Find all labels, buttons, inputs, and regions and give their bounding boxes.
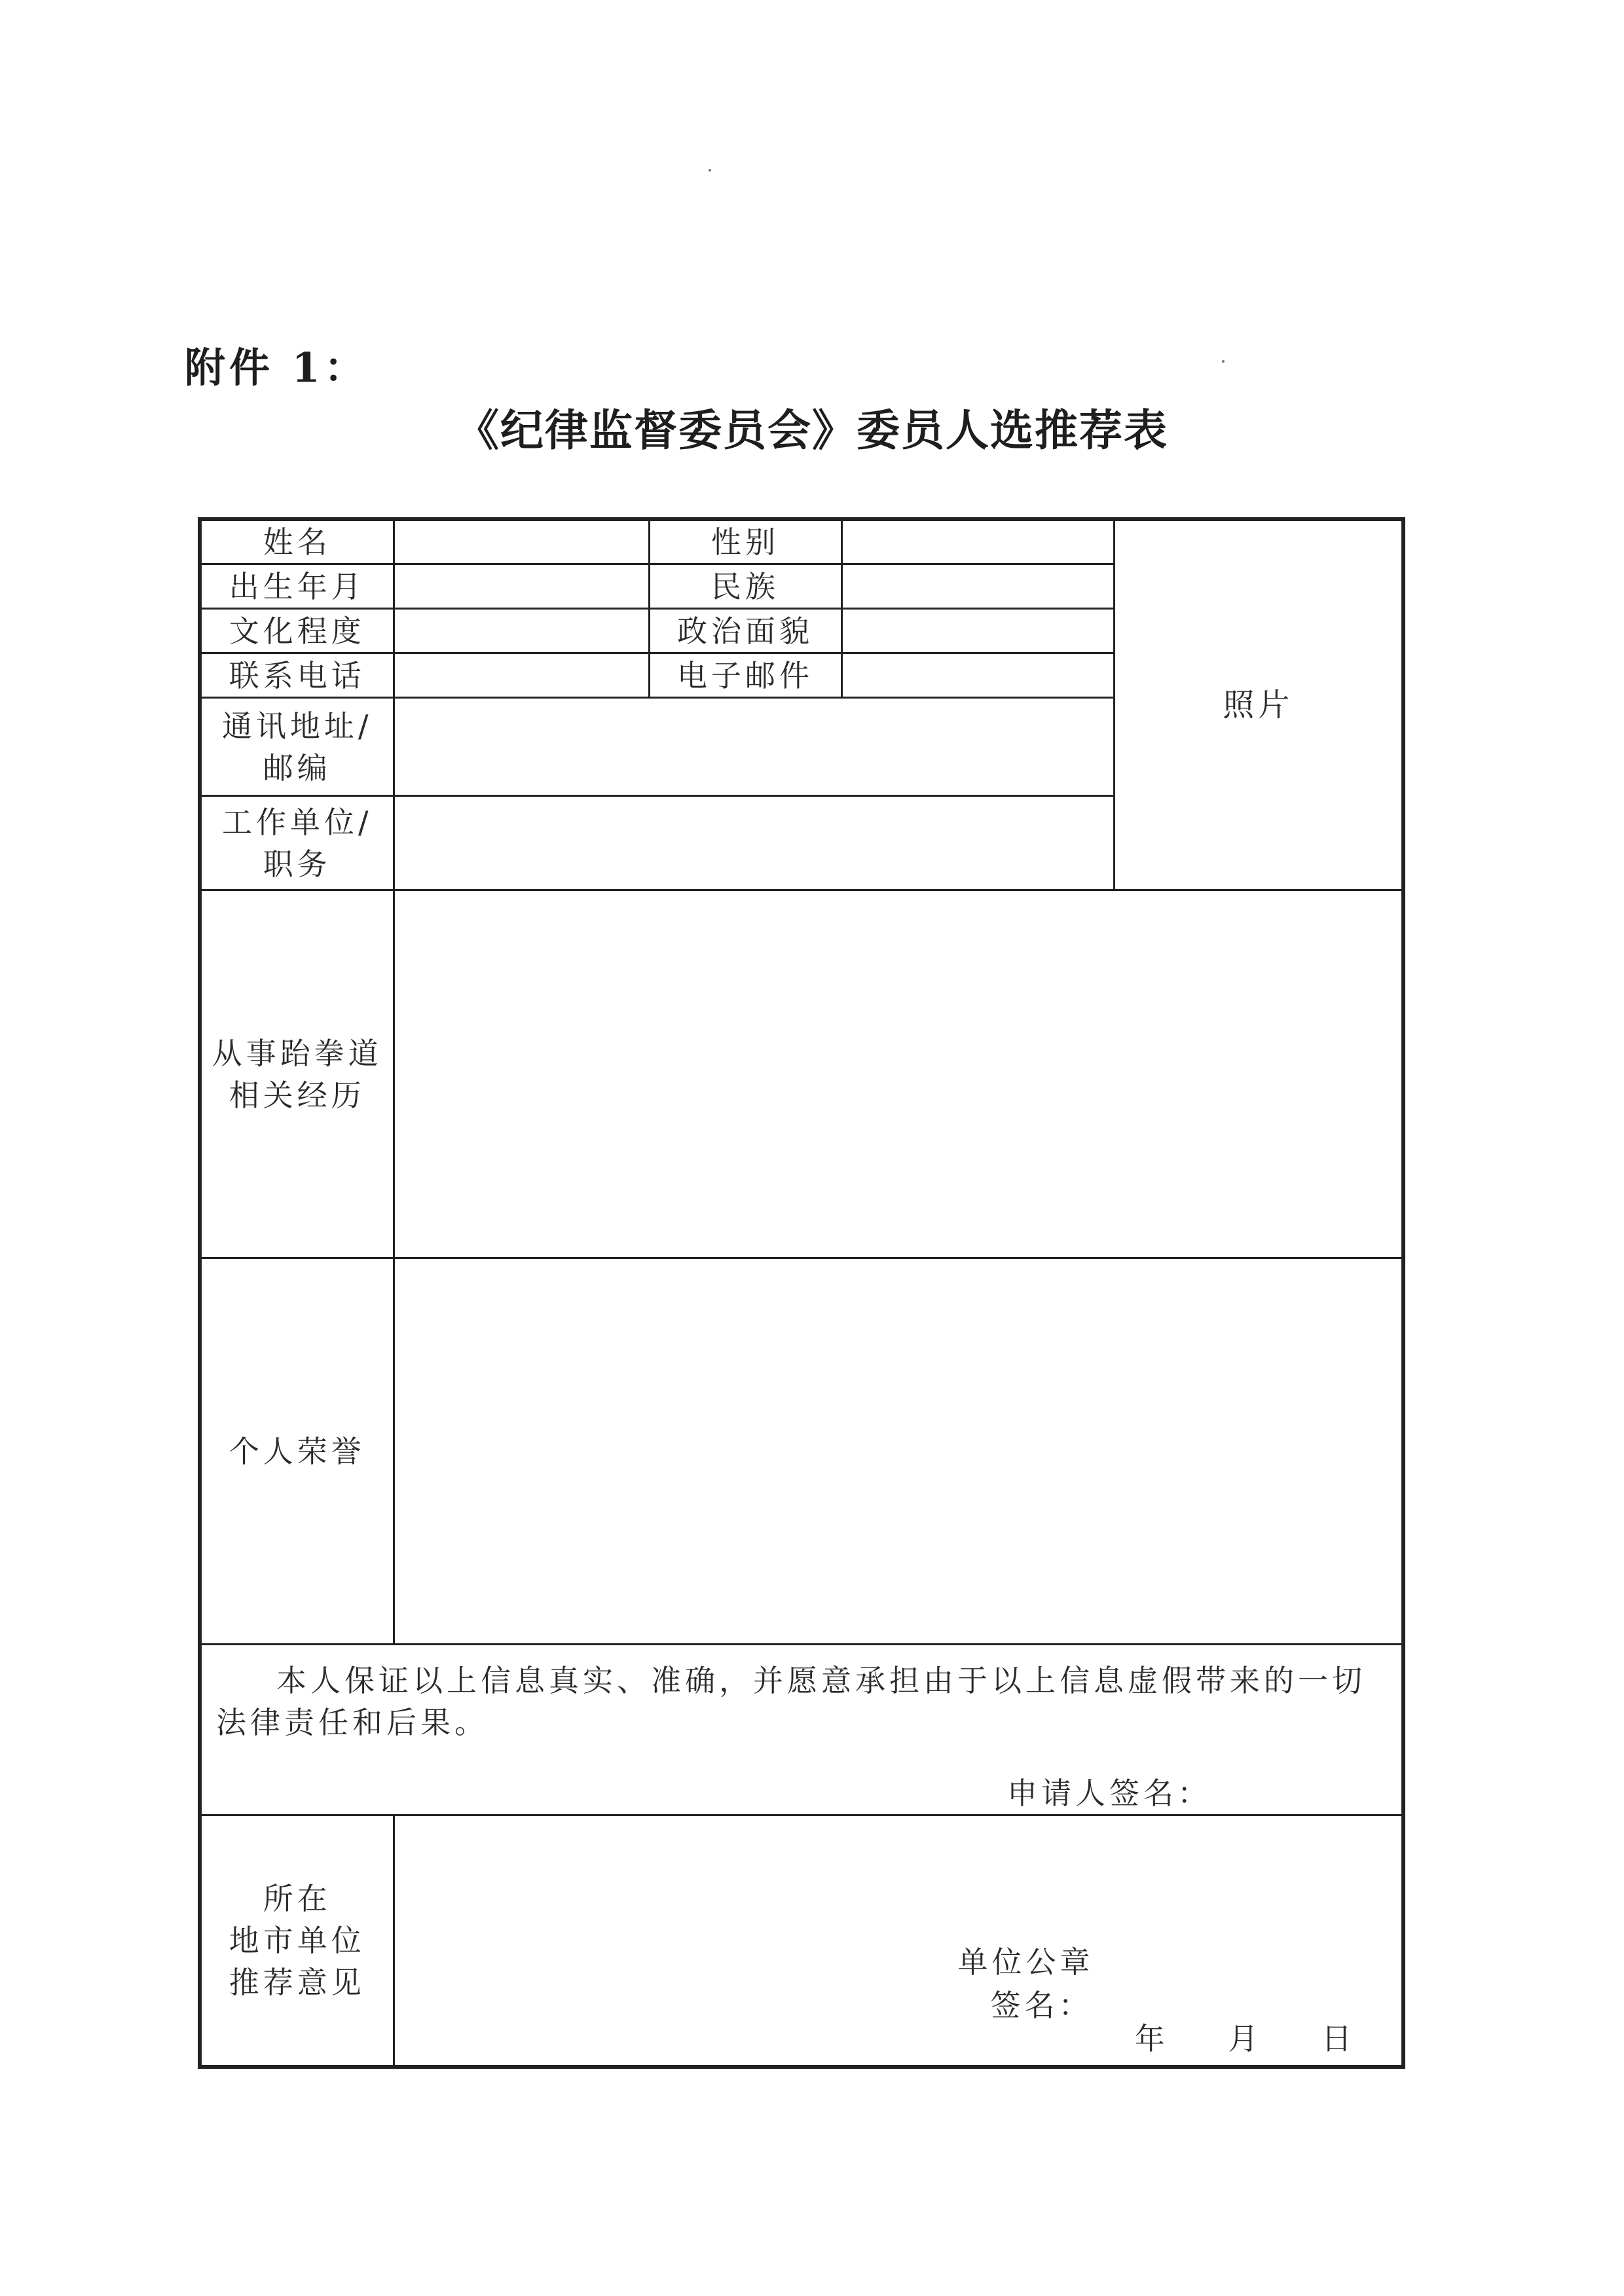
form-title: 《纪律监督委员会》委员人选推荐表	[456, 405, 1168, 456]
phone-label: 联系电话	[200, 653, 394, 698]
email-label: 电子邮件	[649, 653, 841, 698]
political-status-field[interactable]	[841, 609, 1114, 653]
photo-box[interactable]: 照片	[1114, 519, 1403, 890]
unit-opinion-field[interactable]	[394, 1815, 1403, 2067]
unit-opinion-label-line-3: 推荐意见	[229, 1964, 365, 2000]
experience-label-line-2: 相关经历	[229, 1077, 365, 1113]
scan-speck	[709, 169, 711, 172]
gender-label: 性别	[649, 519, 841, 564]
ethnicity-label: 民族	[649, 564, 841, 609]
year-label: 年	[1134, 2020, 1169, 2056]
honors-field[interactable]	[394, 1258, 1403, 1645]
honors-label: 个人荣誉	[200, 1258, 394, 1645]
declaration-text: 本人保证以上信息真实、准确，并愿意承担由于以上信息虚假带来的一切法律责任和后果。	[216, 1663, 1366, 1740]
address-label-line-2: 邮编	[263, 750, 331, 786]
experience-field[interactable]	[394, 890, 1403, 1258]
scan-speck	[1222, 360, 1225, 363]
recommendation-form	[198, 517, 1405, 2069]
birth-field[interactable]	[394, 564, 649, 609]
education-label: 文化程度	[200, 609, 394, 653]
unit-signature-label: 签名：	[990, 1988, 1093, 2023]
workplace-label-line-2: 职务	[263, 846, 331, 882]
email-field[interactable]	[841, 653, 1114, 698]
birth-label: 出生年月	[200, 564, 394, 609]
address-label	[200, 698, 394, 796]
month-label: 月	[1228, 2020, 1263, 2056]
seal-block	[958, 1941, 1094, 2027]
name-label: 姓名	[200, 519, 394, 564]
experience-label-line-1: 从事跆拳道	[212, 1035, 382, 1071]
date-line	[1089, 2018, 1356, 2060]
education-field[interactable]	[394, 609, 649, 653]
unit-opinion-label-line-2: 地市单位	[229, 1922, 365, 1958]
address-label-line-1: 通讯地址/	[222, 708, 373, 744]
workplace-field[interactable]	[394, 796, 1114, 890]
unit-opinion-label	[200, 1815, 394, 2067]
declaration-cell	[200, 1645, 1403, 1815]
workplace-label	[200, 796, 394, 890]
day-label: 日	[1321, 2020, 1356, 2056]
attachment-label: 附件 1：	[185, 344, 369, 392]
unit-seal-label: 单位公章	[957, 1944, 1094, 1980]
experience-label	[200, 890, 394, 1258]
name-field[interactable]	[394, 519, 649, 564]
gender-field[interactable]	[841, 519, 1114, 564]
phone-field[interactable]	[394, 653, 649, 698]
political-status-label: 政治面貌	[649, 609, 841, 653]
workplace-label-line-1: 工作单位/	[222, 804, 373, 840]
unit-opinion-label-line-1: 所在	[263, 1880, 331, 1916]
address-field[interactable]	[394, 698, 1114, 796]
ethnicity-field[interactable]	[841, 564, 1114, 609]
applicant-signature-label[interactable]: 申请人签名：	[1007, 1776, 1211, 1811]
